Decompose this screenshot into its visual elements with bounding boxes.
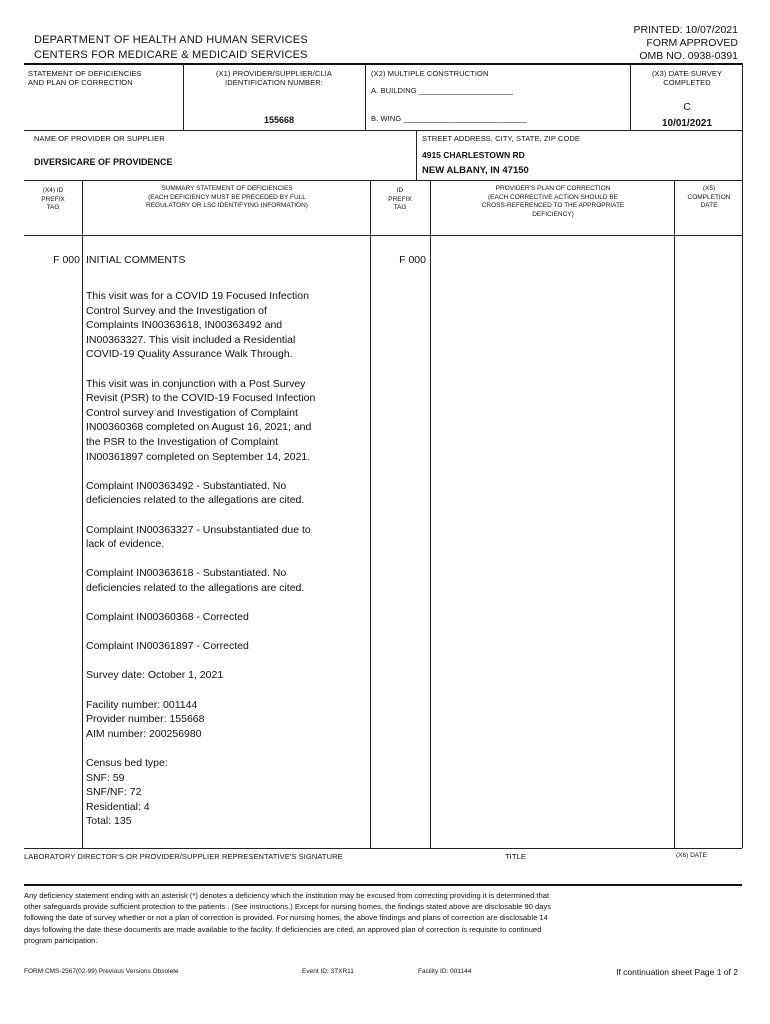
right-border xyxy=(742,63,743,848)
x2-wing: B. WING _____________________________ xyxy=(371,114,528,123)
signature-label: LABORATORY DIRECTOR'S OR PROVIDER/SUPPLIER REPRESENTATIVE'S SIGNATURE xyxy=(24,852,343,861)
paragraph: Complaint IN00363327 - Unsubstantiated due to lack of evidence. xyxy=(86,523,311,551)
entry-heading: INITIAL COMMENTS xyxy=(86,254,186,266)
paragraph: Census bed type: SNF: 59 SNF/NF: 72 Residential: 4 Total: 135 xyxy=(86,757,168,828)
x2-building: A. BUILDING ______________________ xyxy=(371,86,513,95)
provider-label: NAME OF PROVIDER OR SUPPLIER xyxy=(34,134,165,143)
divider xyxy=(416,130,417,180)
divider xyxy=(365,63,366,130)
divider xyxy=(630,63,631,130)
tag-right: F 000 xyxy=(399,254,426,266)
x1-label: (X1) PROVIDER/SUPPLIER/CLIA IDENTIFICATION NUMBER: xyxy=(215,69,333,87)
divider xyxy=(183,63,184,130)
printed-date: PRINTED: 10/07/2021 xyxy=(633,24,738,36)
date-label: (X6) DATE xyxy=(676,852,707,859)
id-column-header: ID PREFIX TAG xyxy=(388,187,412,211)
continuation-note: If continuation sheet Page 1 of 2 xyxy=(616,967,738,977)
department-line: DEPARTMENT OF HEALTH AND HUMAN SERVICES xyxy=(34,34,308,46)
row-divider xyxy=(24,130,742,131)
paragraph: Survey date: October 1, 2021 xyxy=(86,669,224,682)
form-approved: FORM APPROVED xyxy=(646,37,738,49)
address-line2: NEW ALBANY, IN 47150 xyxy=(422,165,529,176)
paragraph: Complaint IN00361897 - Corrected xyxy=(86,640,249,653)
paragraph: Complaint IN00363618 - Substantiated. No deficiencies related to the allegations are cited. xyxy=(86,567,305,594)
statement-label: STATEMENT OF DEFICIENCIES AND PLAN OF CORRECTION xyxy=(28,69,142,87)
address-label: STREET ADDRESS, CITY, STATE, ZIP CODE xyxy=(422,134,581,143)
tag-left: F 000 xyxy=(53,254,80,266)
facility-id: Facility ID: 001144 xyxy=(418,968,472,975)
form-number: FORM CMS-2567(02-99) Previous Versions Obsolete xyxy=(24,968,179,975)
title-label: TITLE xyxy=(505,852,526,861)
table-bottom xyxy=(24,848,742,849)
paragraph: Complaint IN00363492 - Substantiated. No deficiencies related to the allegations are cited. xyxy=(86,479,305,507)
x4-column-header: (X4) ID PREFIX TAG xyxy=(41,187,65,211)
entry-body xyxy=(86,289,368,844)
x5-column-header: (X5) COMPLETION DATE xyxy=(687,185,731,209)
column-line xyxy=(674,180,675,848)
column-line xyxy=(370,180,371,848)
survey-code: C xyxy=(683,101,691,113)
summary-column-header: SUMMARY STATEMENT OF DEFICIENCIES (EACH DEFICIENCY MUST BE PRECEDED BY FULL REGULATORY OR LSC IDENTIFYING INFORMATION) xyxy=(146,185,308,209)
plan-column-header: PROVIDER'S PLAN OF CORRECTION (EACH CORRECTIVE ACTION SHOULD BE CROSS-REFERENCED TO THE APPROPRIATE DEFICIENCY) xyxy=(481,185,625,218)
disclaimer-text: Any deficiency statement ending with an asterisk (*) denotes a deficiency which the institution may be excused from correcting providing it is determined that other safeguards provide sufficient protection to the patients . (See instructions.) Except for nursing homes, the findings stated above are disclosable 90 days following the date of survey whether or not a plan of correction is provided. For nursing homes, the above findings and plans of correction are disclosable 14 days following the date these documents are made available to the facility. If deficiencies are cited, an approved plan of correction is requisite to continued program participation. xyxy=(24,891,552,945)
column-line xyxy=(430,180,431,848)
provider-id: 155668 xyxy=(263,115,294,125)
top-border xyxy=(24,63,742,65)
omb-number: OMB NO. 0938-0391 xyxy=(639,50,738,62)
header-divider xyxy=(24,235,742,236)
paragraph: This visit was for a COVID 19 Focused Infection Control Survey and the Investigation of Complaints IN00363618, IN00363492 and IN00363327. This visit included a Residential COVID-19 Quality Assurance Walk Through. xyxy=(86,290,309,361)
survey-date: 10/01/2021 xyxy=(661,118,713,129)
event-id: Event ID: 3TXR11 xyxy=(302,968,354,975)
paragraph: Complaint IN00360368 - Corrected xyxy=(86,611,249,624)
column-line xyxy=(82,180,83,848)
x3-label: (X3) DATE SURVEY COMPLETED xyxy=(651,69,723,87)
paragraph: Facility number: 001144 Provider number: 155668 AIM number: 200256980 xyxy=(86,698,205,740)
provider-name: DIVERSICARE OF PROVIDENCE xyxy=(34,157,173,167)
paragraph: This visit was in conjunction with a Post Survey Revisit (PSR) to the COVID-19 Focused Infection Control survey and Investigation of Complaint IN00360368 completed on August 16, 2021; and the PSR to the Investigation of Complaint IN00361897 completed on September 14, 2021. xyxy=(86,377,316,463)
agency-line: CENTERS FOR MEDICARE & MEDICAID SERVICES xyxy=(34,49,308,61)
signature-bottom xyxy=(24,884,742,886)
address-line1: 4915 CHARLESTOWN RD xyxy=(422,150,525,160)
x2-label: (X2) MULTIPLE CONSTRUCTION xyxy=(371,69,489,78)
row-divider xyxy=(24,180,742,181)
